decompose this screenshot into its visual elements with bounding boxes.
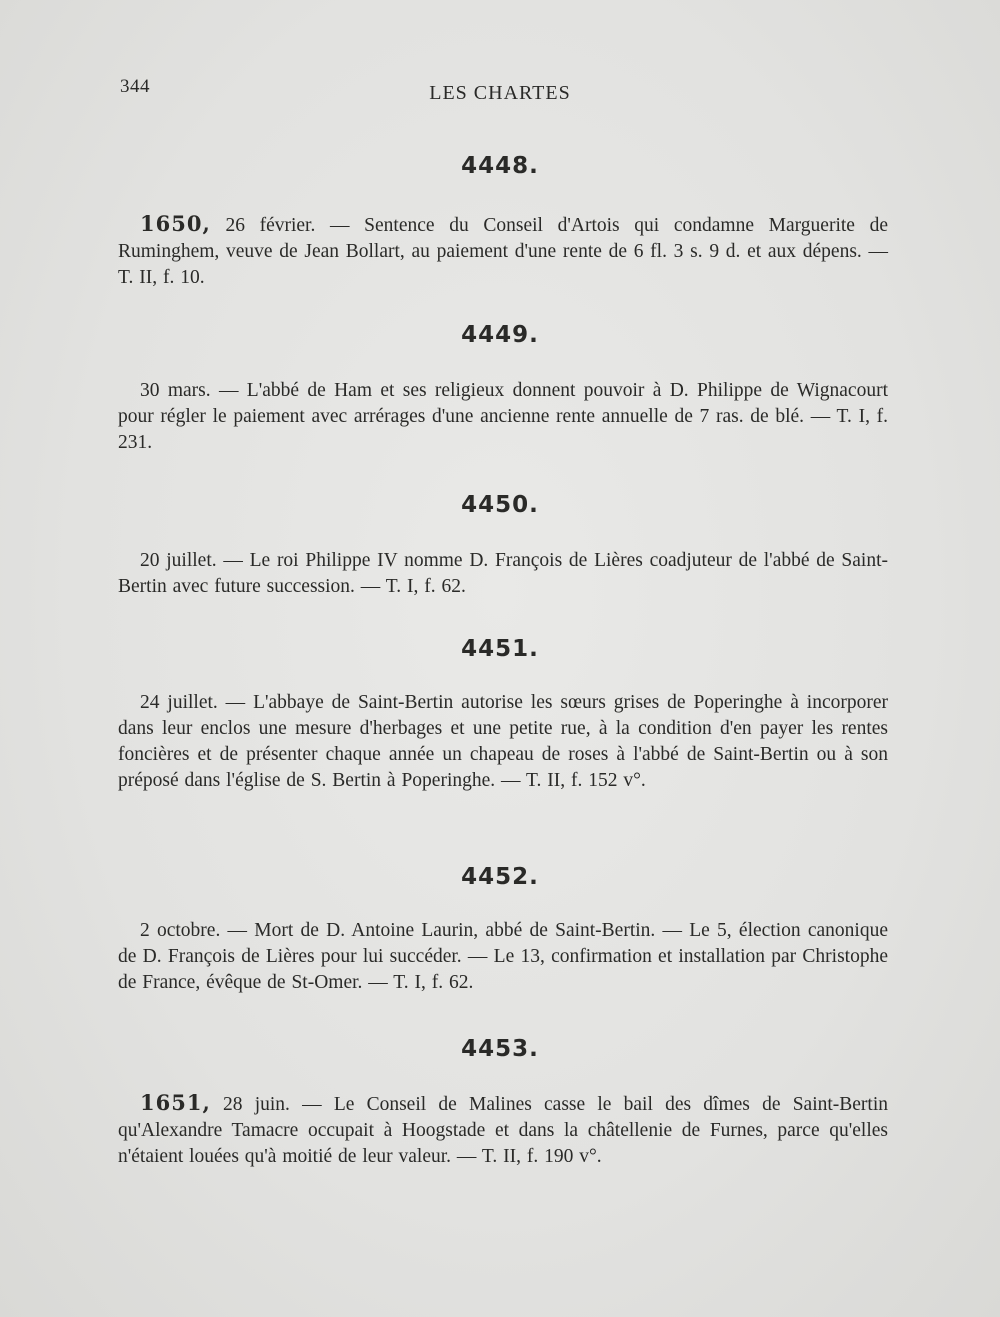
entry-body: 26 février. — Sentence du Conseil d'Artois qui condamne Marguerite de Ruminghem, veuve de Jean Bollart, au paiement d'une rente de 6 fl. 3 s. 9 d. et aux dépens. — T. II, f. 10. (118, 215, 888, 288)
entry-number-4452: 4452. (461, 864, 539, 890)
entry-number-4451: 4451. (461, 636, 539, 662)
entry-number-4449: 4449. (461, 322, 539, 348)
entry-body: 28 juin. — Le Conseil de Malines casse le bail des dîmes de Saint-Bertin qu'Alexandre Tamacre occupait à Hoogstade et dans la châtellenie de Furnes, parce qu'elles n'étaient louées qu'à moitié de leur valeur. — T. II, f. 190 v°. (118, 1094, 889, 1167)
entry-body: 30 mars. — L'abbé de Ham et ses religieux donnent pouvoir à D. Philippe de Wignacourt pour régler le paiement avec arrérages d'une ancienne rente annuelle de 7 ras. de blé. — T. I, f. 231. (118, 380, 888, 453)
entry-text-4448 (118, 211, 888, 291)
entry-year: 1651, (140, 1090, 211, 1115)
entry-body: 2 octobre. — Mort de D. Antoine Laurin, abbé de Saint-Bertin. — Le 5, élection canonique de D. François de Lières pour lui succéder. — Le 13, confirmation et installation par Christophe de France, évêque de St-Omer. — T. I, f. 62. (118, 920, 888, 993)
entry-text-4451 (118, 690, 888, 794)
entry-number-4448: 4448. (461, 153, 539, 179)
entry-text-4452 (118, 918, 888, 996)
entry-number-4450: 4450. (461, 492, 539, 518)
entry-text-4453 (118, 1090, 888, 1170)
entry-text-4449 (118, 378, 888, 456)
entry-year: 1650, (140, 211, 211, 236)
entry-body: 20 juillet. — Le roi Philippe IV nomme D. François de Lières coadjuteur de l'abbé de Saint-Bertin avec future succession. — T. I, f. 62. (118, 550, 888, 597)
page-number: 344 (120, 76, 150, 97)
entry-number-4453: 4453. (461, 1036, 539, 1062)
running-title: LES CHARTES (429, 82, 571, 104)
entry-text-4450 (118, 548, 888, 600)
entry-body: 24 juillet. — L'abbaye de Saint-Bertin autorise les sœurs grises de Poperinghe à incorporer dans leur enclos une mesure d'herbages et une petite rue, à la condition d'en payer les rentes foncières et de présenter chaque année un chapeau de roses à l'abbé de Saint-Bertin ou à son préposé dans l'église de S. Bertin à Poperinghe. — T. II, f. 152 v°. (118, 692, 888, 791)
